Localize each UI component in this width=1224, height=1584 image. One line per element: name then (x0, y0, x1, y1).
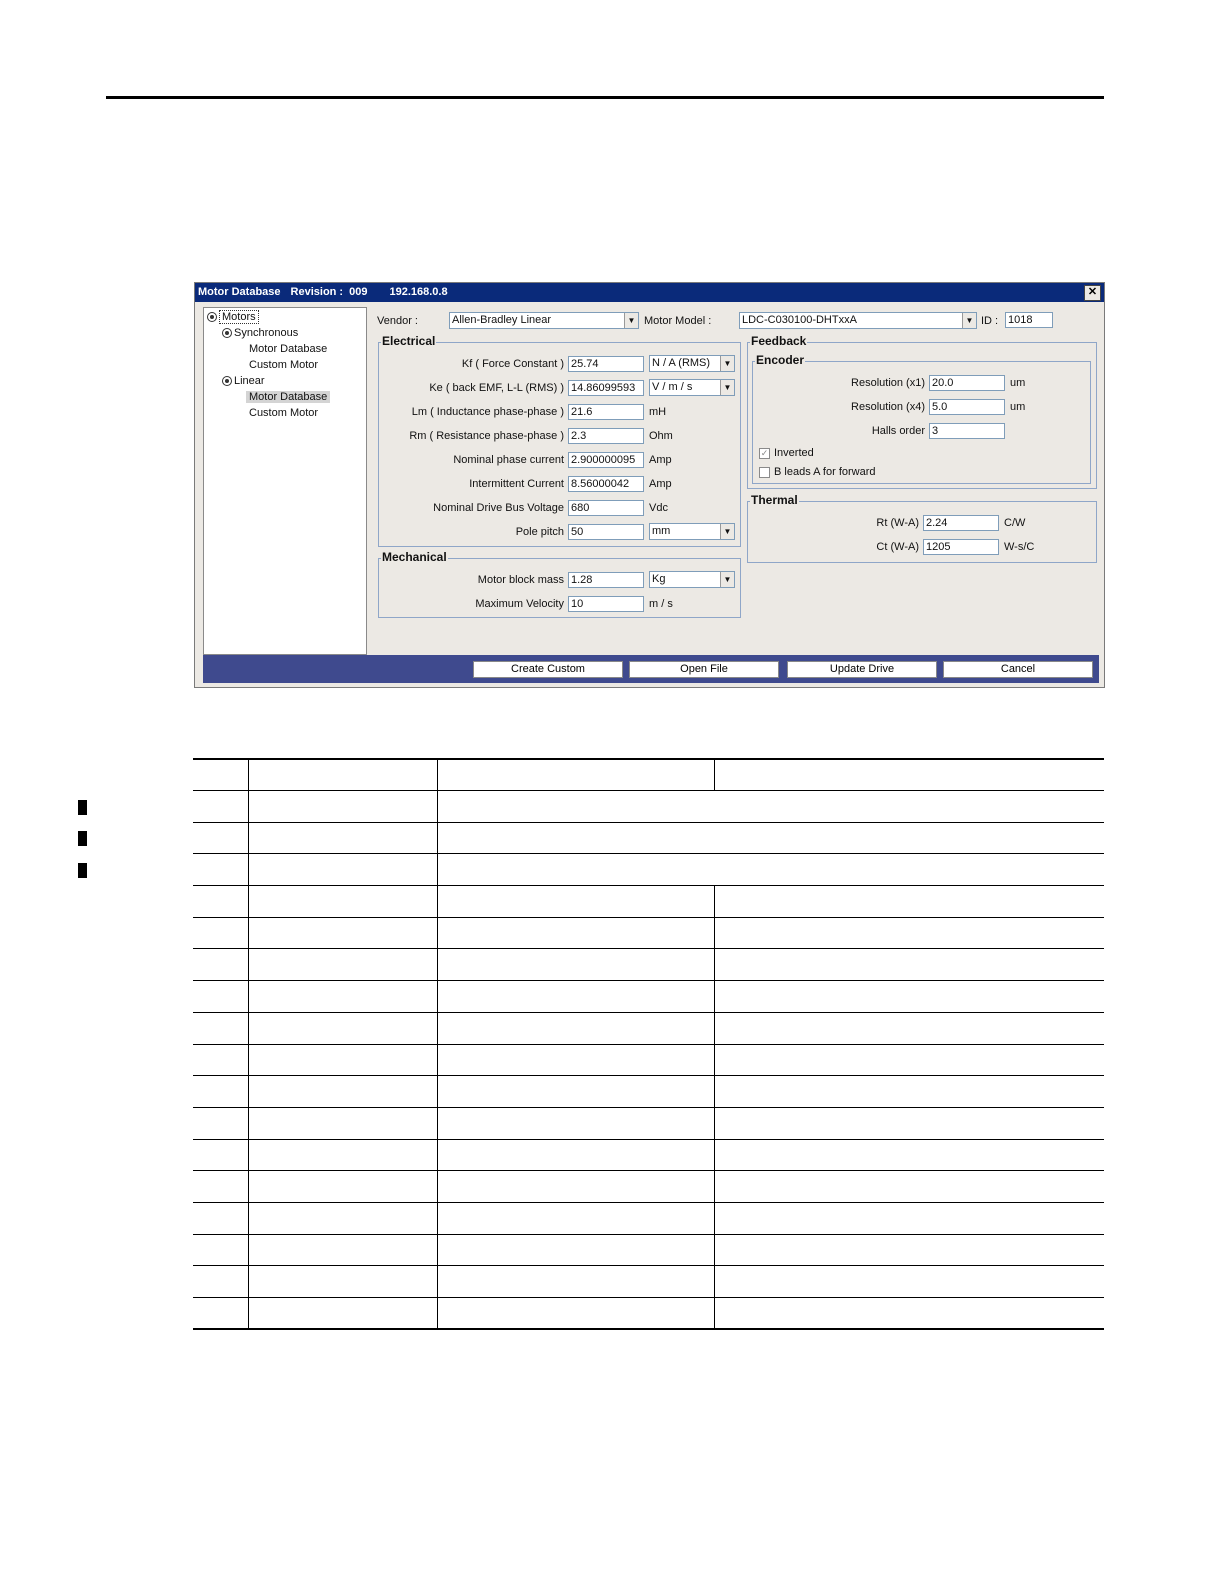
inverted-label: Inverted (774, 447, 814, 459)
table-rule (193, 1075, 1104, 1076)
nominal-phase-current-unit: Amp (649, 454, 672, 466)
max-velocity-unit: m / s (649, 598, 673, 610)
chevron-down-icon: ▼ (624, 313, 638, 328)
resolution-x4-label: Resolution (x4) (851, 401, 925, 413)
mass-unit-select[interactable]: Kg ▼ (649, 571, 735, 588)
table-rule (193, 885, 1104, 886)
table-divider (714, 885, 715, 1330)
table-rule (193, 790, 1104, 791)
feedback-title: Feedback (751, 334, 807, 348)
table-rule (193, 822, 1104, 823)
motor-model-label: Motor Model : (644, 315, 712, 327)
table-divider (437, 758, 438, 1330)
chevron-down-icon: ▼ (962, 313, 976, 328)
close-button[interactable] (1084, 285, 1101, 301)
change-bar (78, 800, 87, 815)
table-rule (193, 1234, 1104, 1235)
lm-unit: mH (649, 406, 667, 418)
motor-block-mass-label: Motor block mass (477, 574, 564, 586)
resolution-x1-field[interactable]: 20.0 (929, 375, 1005, 391)
nominal-phase-current-label: Nominal phase current (453, 454, 564, 466)
pole-pitch-label: Pole pitch (515, 526, 564, 538)
bus-voltage-label: Nominal Drive Bus Voltage (433, 502, 564, 514)
rm-unit: Ohm (649, 430, 673, 442)
lm-label: Lm ( Inductance phase-phase ) (411, 406, 564, 418)
table-rule (193, 1328, 1104, 1330)
node-expanded-icon (207, 312, 217, 322)
check-icon: ✓ (760, 448, 769, 458)
mechanical-title: Mechanical (382, 550, 447, 564)
close-icon: ✕ (1087, 286, 1098, 298)
table-rule (193, 1012, 1104, 1013)
ke-label: Ke ( back EMF, L-L (RMS) ) (429, 382, 564, 394)
bus-voltage-field[interactable]: 680 (568, 500, 644, 516)
rm-field[interactable]: 2.3 (568, 428, 644, 444)
node-expanded-icon (222, 376, 232, 386)
resolution-x4-field[interactable]: 5.0 (929, 399, 1005, 415)
chevron-down-icon: ▼ (720, 356, 734, 371)
cancel-button[interactable]: Cancel (943, 661, 1093, 678)
motor-model-select[interactable]: LDC-C030100-DHTxxA ▼ (739, 312, 977, 329)
kf-unit-select[interactable]: N / A (RMS) ▼ (649, 355, 735, 372)
change-bar (78, 863, 87, 878)
kf-label: Kf ( Force Constant ) (461, 358, 564, 370)
chevron-down-icon: ▼ (720, 524, 734, 539)
rt-field[interactable]: 2.24 (923, 515, 999, 531)
table-divider (714, 758, 715, 790)
tree-item-sync-motor-database[interactable]: Motor Database (249, 343, 328, 355)
resolution-x1-unit: um (1010, 377, 1026, 389)
tree-item-linear-custom-motor[interactable]: Custom Motor (249, 407, 319, 419)
change-bar (78, 831, 87, 846)
vendor-select[interactable]: Allen-Bradley Linear ▼ (449, 312, 639, 329)
window-title: Motor Database (198, 286, 281, 298)
title-bar (195, 283, 1104, 302)
ke-field[interactable]: 14.86099593 (568, 380, 644, 396)
intermittent-current-field[interactable]: 8.56000042 (568, 476, 644, 492)
table-rule (193, 758, 1104, 760)
table-rule (193, 853, 1104, 854)
table-rule (193, 980, 1104, 981)
lm-field[interactable]: 21.6 (568, 404, 644, 420)
table-rule (193, 1202, 1104, 1203)
max-velocity-field[interactable]: 10 (568, 596, 644, 612)
inverted-checkbox[interactable] (759, 448, 770, 459)
rt-label: Rt (W-A) (876, 517, 919, 529)
resolution-x1-label: Resolution (x1) (851, 377, 925, 389)
table-rule (193, 1170, 1104, 1171)
button-bar (203, 655, 1099, 683)
vendor-label: Vendor : (377, 315, 418, 327)
table-rule (193, 1265, 1104, 1266)
rt-unit: C/W (1004, 517, 1026, 529)
tree-item-linear[interactable]: Linear (222, 374, 265, 388)
chevron-down-icon: ▼ (720, 380, 734, 395)
id-field[interactable]: 1018 (1005, 312, 1053, 328)
table-rule (193, 1107, 1104, 1108)
intermittent-current-label: Intermittent Current (469, 478, 564, 490)
rm-label: Rm ( Resistance phase-phase ) (409, 430, 564, 442)
ct-label: Ct (W-A) (876, 541, 919, 553)
nominal-phase-current-field[interactable]: 2.900000095 (568, 452, 644, 468)
tree-item-synchronous[interactable]: Synchronous (222, 326, 298, 340)
motor-database-window (194, 282, 1105, 688)
halls-order-label: Halls order (871, 425, 925, 437)
electrical-group (378, 334, 741, 547)
ke-unit-select[interactable]: V / m / s ▼ (649, 379, 735, 396)
revision-value: 009 (349, 286, 368, 298)
table-rule (193, 948, 1104, 949)
b-leads-a-checkbox[interactable] (759, 467, 770, 478)
revision-label: Revision : (290, 286, 344, 298)
max-velocity-label: Maximum Velocity (475, 598, 564, 610)
b-leads-a-label: B leads A for forward (774, 466, 876, 478)
ip-address: 192.168.0.8 (389, 286, 448, 298)
id-label: ID : (981, 315, 999, 327)
table-rule (193, 1297, 1104, 1298)
table-divider (248, 758, 249, 1330)
table-rule (193, 1044, 1104, 1045)
ct-field[interactable]: 1205 (923, 539, 999, 555)
open-file-button[interactable]: Open File (629, 661, 779, 678)
motor-block-mass-field[interactable]: 1.28 (568, 572, 644, 588)
bus-voltage-unit: Vdc (649, 502, 668, 514)
chevron-down-icon: ▼ (720, 572, 734, 587)
motor-tree (203, 307, 367, 655)
encoder-title: Encoder (756, 353, 805, 367)
pole-pitch-field[interactable]: 50 (568, 524, 644, 540)
tree-item-linear-motor-database[interactable]: Motor Database (246, 390, 330, 404)
halls-order-field[interactable]: 3 (929, 423, 1005, 439)
node-expanded-icon (222, 328, 232, 338)
pole-pitch-unit-select[interactable]: mm ▼ (649, 523, 735, 540)
table-rule (193, 1139, 1104, 1140)
update-drive-button[interactable]: Update Drive (787, 661, 937, 678)
tree-item-motors[interactable]: Motors (207, 310, 259, 324)
page-top-rule (106, 96, 1104, 99)
electrical-title: Electrical (382, 334, 436, 348)
kf-field[interactable]: 25.74 (568, 356, 644, 372)
table-rule (193, 917, 1104, 918)
ct-unit: W-s/C (1004, 541, 1035, 553)
tree-item-sync-custom-motor[interactable]: Custom Motor (249, 359, 319, 371)
thermal-title: Thermal (751, 493, 798, 507)
resolution-x4-unit: um (1010, 401, 1026, 413)
intermittent-current-unit: Amp (649, 478, 672, 490)
create-custom-button[interactable]: Create Custom (473, 661, 623, 678)
